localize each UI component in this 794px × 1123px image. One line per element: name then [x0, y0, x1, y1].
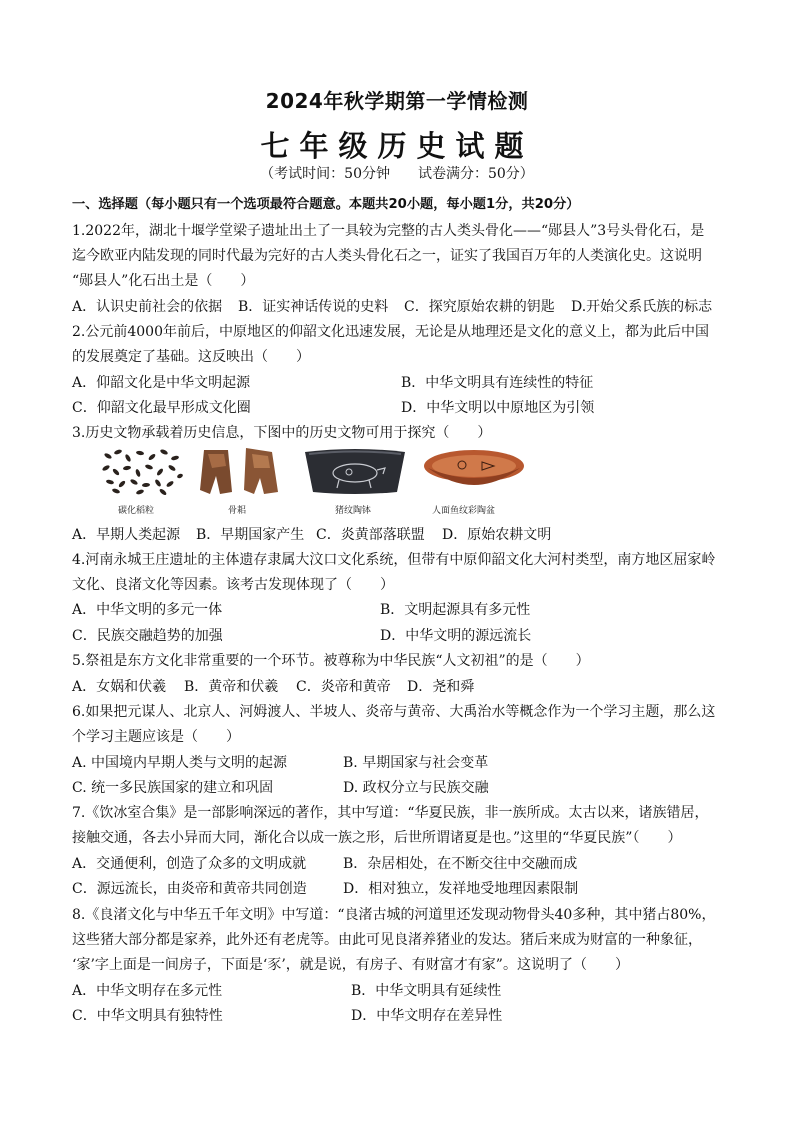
exam-info: （考试时间：50分钟 试卷满分：50分） — [260, 166, 534, 182]
q2-option-b: B．中华文明具有连续性的特征 — [401, 375, 594, 391]
q4-option-b: B．文明起源具有多元性 — [380, 602, 531, 618]
q5-option-c: C．炎帝和黄帝 — [296, 679, 391, 695]
q6-option-a: A. 中国境内早期人类与文明的起源 — [72, 755, 288, 771]
q6-option-b: B. 早期国家与社会变革 — [343, 755, 489, 771]
q2-option-d: D．中华文明以中原地区为引领 — [401, 400, 595, 416]
q4-option-c: C．民族交融趋势的加强 — [72, 628, 223, 644]
q8-option-c: C．中华文明具有独特性 — [72, 1008, 223, 1024]
q7-option-a: A．交通便利，创造了众多的文明成就 — [72, 856, 307, 872]
q5-option-a: A．女娲和伏羲 — [72, 679, 167, 695]
exam-subject-title: 七年级历史试题 — [260, 129, 534, 163]
q7-stem-line: 接触交通，各去小异而大同，渐化合以成一族之形，后世所谓诸夏是也。”这里的“华夏民族”（ ） — [72, 830, 682, 846]
q3-option-b: B．早期国家产生 — [196, 527, 305, 543]
q8-stem-line: 这些猪大部分都是家养，此外还有老虎等。由此可见良渚养猪业的发达。猪后来成为财富的一种象征， — [72, 932, 702, 948]
q4-option-d: D．中华文明的源远流长 — [380, 628, 532, 644]
q8-option-d: D．中华文明存在差异性 — [351, 1008, 503, 1024]
q7-option-c: C．源远流长，由炎帝和黄帝共同创造 — [72, 881, 307, 897]
q3-option-c: C．炎黄部落联盟 — [316, 527, 425, 543]
q5-option-b: B．黄帝和伏羲 — [184, 679, 279, 695]
q1-stem-line: “郧县人”化石出土是（ ） — [72, 273, 255, 289]
q6-option-c: C. 统一多民族国家的建立和巩固 — [72, 780, 274, 796]
q3-option-a: A．早期人类起源 — [72, 527, 181, 543]
q8-stem-line: ‘家’字上面是一间房子，下面是‘豕’，就是说，有房子、有财富才有家”。这说明了（ ） — [72, 957, 629, 973]
carbonized-rice-image — [100, 446, 184, 496]
q8-option-a: A．中华文明存在多元性 — [72, 983, 223, 999]
q3-stem-line: 3.历史文物承载着历史信息，下图中的历史文物可用于探究（ ） — [72, 425, 492, 441]
exam-header-title: 2024年秋学期第一学情检测 — [265, 89, 529, 113]
q1-option-c: C．探究原始农耕的钥匙 — [404, 299, 555, 315]
q6-option-d: D. 政权分立与民族交融 — [343, 780, 489, 796]
image-caption: 人面鱼纹彩陶盆 — [432, 506, 496, 516]
q2-stem-line: 2.公元前4000年前后，中原地区的仰韶文化迅速发展，无论是从地理还是文化的意义上，都为此后中国 — [72, 324, 709, 340]
q4-option-a: A．中华文明的多元一体 — [72, 602, 223, 618]
q1-stem-line: 1.2022年，湖北十堰学堂梁子遗址出土了一具较为完整的古人类头骨化——“郧县人”3号头骨化石，是 — [72, 223, 705, 239]
image-caption: 猪纹陶钵 — [335, 506, 372, 516]
q1-stem-line: 迄今欧亚内陆发现的同时代最为完好的古人类头骨化石之一，证实了我国百万年的人类演化史。这说明 — [72, 248, 702, 264]
q2-stem-line: 的发展奠定了基础。这反映出（ ） — [72, 349, 310, 365]
q3-option-d: D．原始农耕文明 — [442, 527, 552, 543]
pig-pattern-pottery-image — [303, 446, 407, 496]
q1-option-d: D.开始父系氏族的标志 — [571, 299, 713, 315]
q4-stem-line: 文化、良渚文化等因素。该考古发现体现了（ ） — [72, 577, 394, 593]
q4-stem-line: 4.河南永城王庄遗址的主体遗存隶属大汶口文化系统，但带有中原仰韶文化大河村类型，南方地区屈家岭 — [72, 552, 716, 568]
q2-option-c: C．仰韶文化最早形成文化圈 — [72, 400, 251, 416]
q5-stem-line: 5.祭祖是东方文化非常重要的一个环节。被尊称为中华民族“人文初祖”的是（ ） — [72, 653, 590, 669]
q6-stem-line: 6.如果把元谋人、北京人、河姆渡人、半坡人、炎帝与黄帝、大禹治水等概念作为一个学习主题，那么这 — [72, 704, 716, 720]
q8-stem-line: 8.《良渚文化与中华五千年文明》中写道：“良渚古城的河道里还发现动物骨头40多种，其中猪占80%， — [72, 907, 716, 923]
image-caption: 碳化稻粒 — [118, 506, 155, 516]
image-caption: 骨耜 — [228, 506, 247, 516]
q6-stem-line: 个学习主题应该是（ ） — [72, 729, 240, 745]
bone-spade-image — [198, 446, 282, 496]
q5-option-d: D．尧和舜 — [407, 679, 475, 695]
section-heading: 一、选择题（每小题只有一个选项最符合题意。本题共20小题，每小题1分，共20分） — [72, 197, 580, 212]
q2-option-a: A．仰韶文化是中华文明起源 — [72, 375, 251, 391]
q7-stem-line: 7.《饮冰室合集》是一部影响深远的著作，其中写道：“华夏民族，非一族所成。太古以来，诸族错居， — [72, 805, 709, 821]
q7-option-d: D．相对独立，发祥地受地理因素限制 — [343, 881, 579, 897]
q8-option-b: B．中华文明具有延续性 — [351, 983, 502, 999]
q1-option-a: A．认识史前社会的依据 — [72, 299, 223, 315]
human-face-fish-basin-image — [422, 446, 526, 496]
q7-option-b: B．杂居相处，在不断交往中交融而成 — [343, 856, 578, 872]
q1-option-b: B．证实神话传说的史料 — [238, 299, 389, 315]
